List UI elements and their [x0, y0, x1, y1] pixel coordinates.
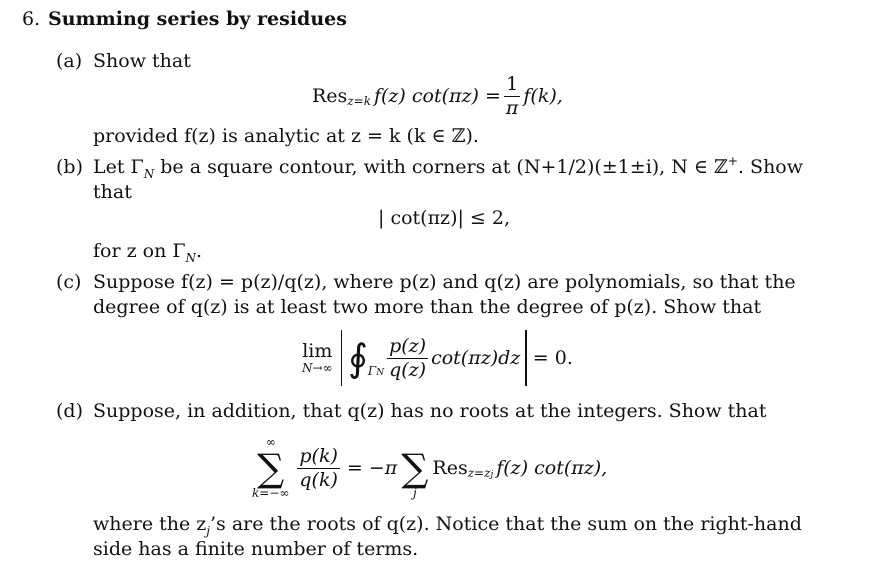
gamma-sub: N [185, 251, 197, 265]
res-operator: Res [312, 85, 348, 108]
part-c-label: (c) [56, 271, 82, 293]
part-d-note2: side has a finite number of terms. [93, 538, 419, 560]
sigma-icon: ∑ [257, 446, 285, 491]
sum-lower: k=−∞ [252, 486, 290, 501]
abs-bar-right [525, 330, 527, 386]
part-a-label: (a) [56, 50, 83, 72]
frac-den: π [505, 96, 519, 119]
res-subscript: z=zj [467, 466, 494, 481]
problem-title: Summing series by residues [48, 8, 347, 30]
eq-rhs: f(k), [523, 85, 563, 108]
part-d-equation [252, 436, 607, 500]
eq-rhs: f(z) cot(πz), [496, 457, 608, 480]
part-b-equation: | cot(πz)| ≤ 2, [378, 207, 511, 229]
part-b-text: Let Γ [93, 156, 144, 178]
frac-den: q(z) [389, 358, 427, 381]
note-text: where the z [93, 513, 207, 535]
sum-fraction [297, 446, 340, 491]
sigma-icon: ∑ [401, 446, 429, 491]
lim-subscript: N→∞ [302, 361, 333, 376]
part-d-note1 [93, 513, 802, 538]
gamma-sub: N [143, 167, 155, 181]
sum-upper: ∞ [265, 435, 276, 449]
res-subscript: z=k [347, 94, 371, 109]
sum-right [401, 436, 428, 500]
frac-den: q(k) [299, 468, 338, 491]
part-d-label: (d) [56, 400, 83, 422]
part-c-line1: Suppose f(z) = p(z)/q(z), where p(z) and q(z) are polynomials, so that the [93, 271, 796, 293]
part-b-text-end: . Show [737, 156, 804, 178]
part-c-equation [302, 330, 573, 386]
part-a-condition: provided f(z) is analytic at z = k (k ∈ ℤ). [93, 125, 479, 147]
eq-rhs: = 0. [532, 347, 573, 369]
sum-index: j [412, 486, 417, 501]
contour-subscript: ΓN [367, 364, 385, 379]
integrand: cot(πz)dz [431, 347, 521, 369]
limit [302, 340, 333, 375]
integrand-fraction [387, 336, 428, 381]
part-b-after [93, 240, 203, 265]
frac-num: p(k) [299, 444, 338, 467]
sum-left [252, 436, 289, 500]
contour-integral-icon: ∮ [348, 336, 368, 380]
part-d-line1: Suppose, in addition, that q(z) has no roots at the integers. Show that [93, 400, 767, 422]
frac-num: 1 [506, 73, 519, 95]
part-b-text-rest: be a square contour, with corners at (N+1/2)(±1±i), N ∈ ℤ [154, 156, 728, 178]
part-a-equation [312, 74, 563, 119]
problem-number: 6. [22, 8, 41, 30]
zj-sub: j [206, 524, 211, 538]
eq-mid: = −π [346, 457, 398, 480]
part-b-line1 [93, 154, 804, 181]
part-b-line2: that [93, 181, 132, 203]
part-b-after-text: for z on Γ [93, 240, 186, 262]
note-rest: ’s are the roots of q(z). Notice that the sum on the right-hand [210, 513, 802, 535]
fraction-one-over-pi [504, 74, 521, 119]
z-plus-sup: + [727, 154, 738, 168]
frac-num: p(z) [389, 334, 427, 357]
abs-bar-left [341, 330, 343, 386]
part-b-label: (b) [56, 156, 83, 178]
part-c-line2: degree of q(z) is at least two more than the degree of p(z). Show that [93, 296, 762, 318]
eq-lhs: f(z) cot(πz) = [373, 85, 501, 108]
res-operator: Res [432, 457, 468, 480]
part-b-after-end: . [196, 240, 203, 262]
lim-text: lim [302, 340, 333, 363]
part-a-intro: Show that [93, 50, 191, 72]
